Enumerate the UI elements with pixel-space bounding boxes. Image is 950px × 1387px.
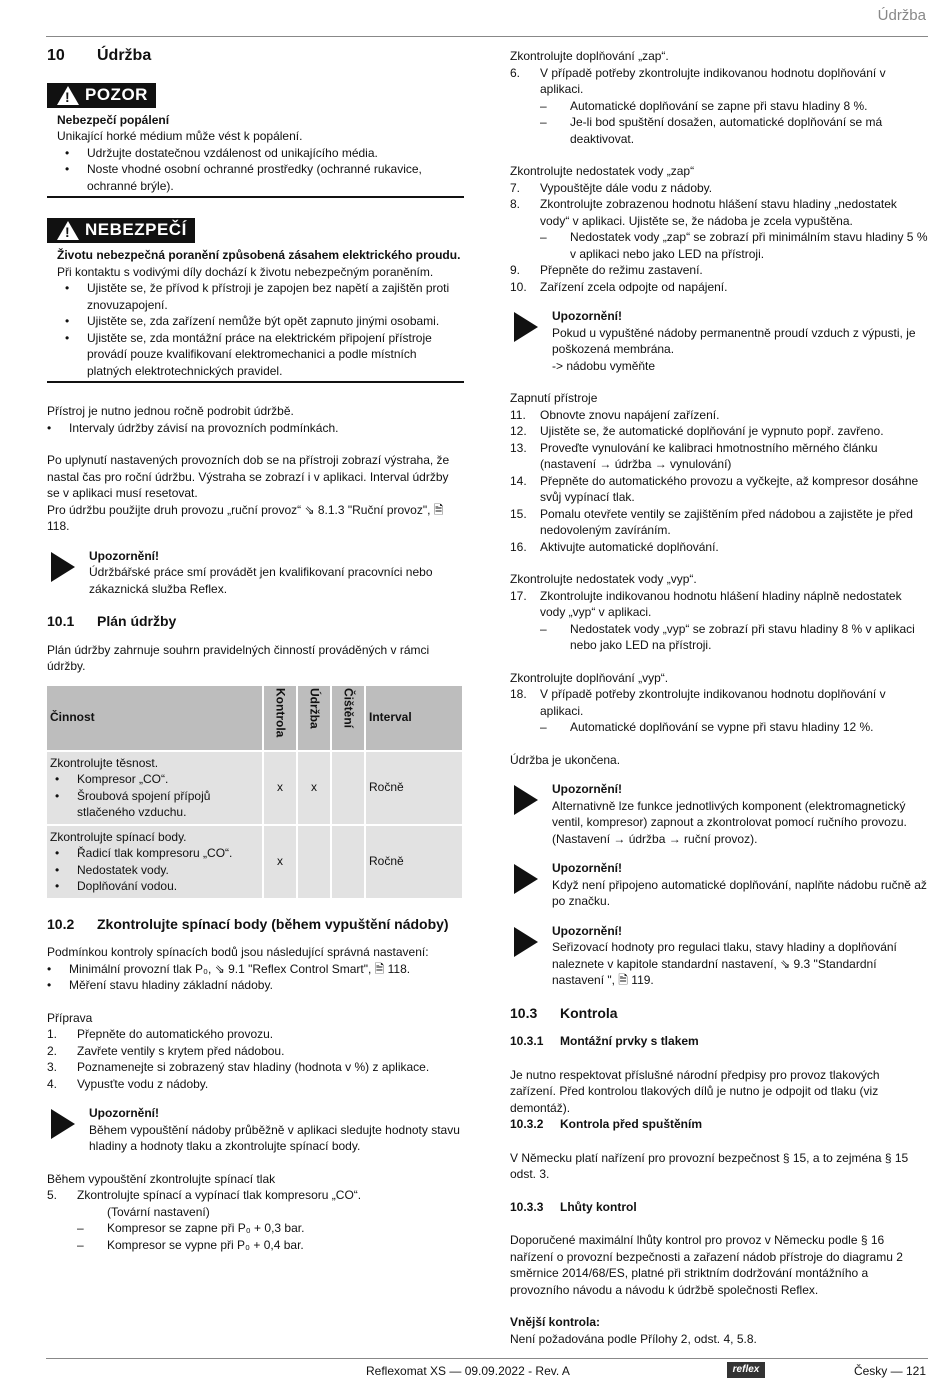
- list-item: • Ujistěte se, zda zařízení nemůže být opět zapnuto jinými osobami.: [57, 313, 464, 330]
- table-cell: x: [264, 826, 296, 898]
- note-title: Upozornění!: [89, 548, 159, 563]
- numbered-list: [510, 588, 928, 621]
- sub-note: (Tovární nastavení): [107, 1204, 210, 1219]
- list-item: • Udržujte dostatečnou vzdálenost od unikajícího média.: [57, 145, 464, 162]
- list-item: • Měření stavu hladiny základní nádoby.: [39, 977, 464, 994]
- list-item: 7. Vypouštějte dále vodu z nádoby.: [510, 180, 713, 195]
- numbered-list: [510, 65, 928, 98]
- list-item: 6. V případě potřeby zkontrolujte indikovanou hodnotu doplňování v aplikaci.: [510, 65, 886, 96]
- warning-text: Při kontaktu s vodivými díly dochází k životu nebezpečným poraněním.: [57, 264, 434, 279]
- table-cell: Zkontrolujte spínací body. • Řadicí tlak kompresoru „CO“. • Nedostatek vody. • Doplňování vodou.: [47, 826, 262, 898]
- paragraph: Přístroj je nutno jednou ročně podrobit údržbě.: [47, 404, 294, 418]
- list-item: 1. Přepněte do automatického provozu.: [47, 1027, 274, 1041]
- paragraph: Údržba je ukončena.: [510, 752, 621, 767]
- note-box: [510, 923, 928, 989]
- numbered-list: [510, 686, 928, 719]
- paragraph: Podmínkou kontroly spínacích bodů jsou následující správná nastavení:: [47, 945, 429, 959]
- section-heading-10-3-2: 10.3.2 Kontrola před spuštěním: [510, 1117, 703, 1131]
- list-item: 16. Aktivujte automatické doplňování.: [510, 539, 719, 554]
- warning-title: Nebezpečí popálení: [57, 112, 170, 127]
- list-item: • Ujistěte se, že přívod k přístroji je zapojen bez napětí a zajištěn proti znovuzapojení.: [57, 280, 464, 313]
- note-box: [47, 548, 464, 598]
- column-header: Čištění: [332, 686, 364, 750]
- list-item[interactable]: • Minimální provozní tlak P₀, ⇘ 9.1 "Reflex Control Smart", 🗎 118.: [39, 961, 464, 978]
- numbered-list: [510, 407, 928, 556]
- header-rule: [46, 36, 928, 37]
- dash-list: [510, 621, 928, 654]
- subheading: Zkontrolujte nedostatek vody „zap“: [510, 164, 695, 178]
- table-cell: [298, 826, 330, 898]
- numbered-list: [510, 180, 928, 230]
- subheading: Zkontrolujte nedostatek vody „vyp“.: [510, 572, 697, 586]
- note-title: Upozornění!: [552, 861, 622, 875]
- warning-list: [57, 145, 464, 195]
- footer-doc-info: Reflexomat XS — 09.09.2022 - Rev. A: [366, 1364, 570, 1378]
- column-header: Údržba: [298, 686, 330, 750]
- left-column: [47, 48, 464, 1253]
- danger-badge: ! NEBEZPEČÍ: [47, 218, 195, 243]
- list-item: 15. Pomalu otevřete ventily se zajištěním před nádobou a zajistěte je před nedovoleným zavíráním.: [510, 506, 913, 537]
- list-item: • Doplňování vodou.: [47, 878, 259, 895]
- note-box: [47, 1105, 464, 1155]
- list-item: • Šroubová spojení přípojů stlačeného vzduchu.: [47, 788, 259, 821]
- caution-badge: ! POZOR: [47, 83, 156, 108]
- bullet-list: [39, 961, 464, 994]
- list-item: 14. Přepněte do automatického provozu a vyčkejte, až kompresor dosáhne svůj vypínací tlak.: [510, 473, 919, 504]
- footer-rule: [46, 1358, 928, 1359]
- list-item: 13. Proveďte vynulování ke kalibraci hmotnostního měrného článku (nastavení → údržba → vynulování): [510, 440, 878, 471]
- warning-triangle-icon: !: [57, 86, 79, 105]
- table-cell: x: [264, 752, 296, 824]
- list-item: 3. Poznamenejte si zobrazený stav hladiny (hodnota v %) z aplikace.: [47, 1060, 430, 1074]
- section-heading-10-2: 10.2 Zkontrolujte spínací body (během vypuštění nádoby): [47, 915, 449, 932]
- list-item: 2. Zavřete ventily s krytem před nádobou.: [47, 1043, 285, 1058]
- column-header: Kontrola: [264, 686, 296, 750]
- right-column: [510, 48, 928, 1347]
- column-header: Činnost: [47, 686, 262, 750]
- paragraph: V Německu platí nařízení pro provozní bezpečnost § 15, a to zejména § 15 odst. 3.: [510, 1150, 909, 1181]
- note-arrow-icon: [51, 552, 75, 582]
- dash-list: [510, 229, 928, 262]
- warning-box-caution: [47, 83, 464, 199]
- subheading: Příprava: [47, 1010, 93, 1025]
- warning-triangle-icon: !: [57, 221, 79, 240]
- section-heading-10: 10 Údržba: [47, 47, 152, 64]
- list-item: 9. Přepněte do režimu zastavení.: [510, 263, 703, 277]
- list-item: • Ujistěte se, zda montážní práce na elektrickém připojení přístroje provádí pouze kvalifikovaní elektromechanici a podle místních platných elektrotechnických pravidel.: [57, 330, 464, 380]
- paragraph: Doporučené maximální lhůty kontrol pro provoz v Německu podle § 16 nařízení o provozní bezpečnosti a zařazení nádob přístroje do diagramu 2 směrnice 2014/68/ES, platné při striktním dodržování montážního a provozního návodu a návodu k údržbě společnosti Reflex.: [510, 1233, 903, 1297]
- section-heading-10-1: 10.1 Plán údržby: [47, 613, 177, 629]
- list-item: – Nedostatek vody „vyp“ se zobrazí při stavu hladiny 8 % v aplikaci nebo jako LED na přístroji.: [540, 621, 915, 652]
- table-cell: [332, 826, 364, 898]
- paragraph: Po uplynutí nastavených provozních dob se na přístroji zobrazí výstraha, že nastal čas pro roční údržbu. Výstraha se zobrazí i v aplikaci. Interval údržby se v aplikaci musí resetovat.: [47, 453, 450, 500]
- numbered-list: [510, 262, 928, 295]
- list-item: – Kompresor se zapne při P₀ + 0,3 bar.: [77, 1221, 305, 1235]
- list-item: 4. Vypusťte vodu z nádoby.: [47, 1076, 209, 1091]
- table-cell: [332, 752, 364, 824]
- note-arrow-icon: [51, 1109, 75, 1139]
- dash-list: [47, 1220, 464, 1253]
- dash-list: [510, 98, 928, 148]
- maintenance-plan-table: [45, 684, 464, 900]
- note-arrow-icon: [514, 312, 538, 342]
- note-title: Upozornění!: [552, 782, 622, 796]
- table-row: [47, 826, 462, 898]
- list-item: – Je-li bod spuštění dosažen, automatické doplňování se má deaktivovat.: [540, 115, 883, 146]
- subheading: Zkontrolujte doplňování „zap“.: [510, 49, 669, 63]
- section-heading-10-3-3: 10.3.3 Lhůty kontrol: [510, 1199, 637, 1214]
- list-item: • Noste vhodné osobní ochranné prostředky (ochranné rukavice, ochranné brýle).: [57, 161, 464, 194]
- paragraph: Není požadována podle Přílohy 2, odst. 4, 5.8.: [510, 1331, 757, 1346]
- list-item: 10. Zařízení zcela odpojte od napájení.: [510, 279, 728, 294]
- list-item: • Kompresor „CO“.: [47, 771, 259, 788]
- note-box: [510, 860, 928, 910]
- subheading: Zkontrolujte doplňování „vyp“.: [510, 670, 669, 685]
- table-cell: Ročně: [366, 752, 462, 824]
- subheading: Během vypouštění zkontrolujte spínací tlak: [47, 1171, 276, 1186]
- warning-list: [57, 280, 464, 379]
- list-item: 17. Zkontrolujte indikovanou hodnotu hlášení hladiny náplně nedostatek vody „vyp“ v aplikaci.: [510, 588, 902, 619]
- bullet-list: [39, 420, 464, 437]
- table-cell: Zkontrolujte těsnost. • Kompresor „CO“. • Šroubová spojení přípojů stlačeného vzduchu.: [47, 752, 262, 824]
- note-box: [510, 781, 928, 847]
- list-item: • Intervaly údržby závisí na provozních podmínkách.: [39, 420, 464, 437]
- warning-title: Životu nebezpečná poranění způsobená zásahem elektrického proudu.: [57, 248, 461, 262]
- warning-box-danger: [47, 218, 464, 383]
- table-cell: x: [298, 752, 330, 824]
- note-title: Upozornění!: [552, 923, 622, 938]
- dash-list: [510, 719, 928, 736]
- running-header: Údržba: [877, 7, 926, 24]
- subheading: Vnější kontrola:: [510, 1315, 601, 1329]
- section-heading-10-3: 10.3 Kontrola: [510, 1004, 618, 1021]
- note-title: Upozornění!: [89, 1106, 159, 1120]
- list-item: – Nedostatek vody „zap“ se zobrazí při minimálním stavu hladiny 5 % v aplikaci nebo jako LED na přístroji.: [540, 230, 928, 261]
- table-header-row: [47, 686, 462, 750]
- list-item: – Automatické doplňování se zapne při stavu hladiny 8 %.: [540, 98, 868, 113]
- paragraph: Plán údržby zahrnuje souhrn pravidelných činností prováděných v rámci údržby.: [47, 642, 430, 673]
- warning-text: Unikající horké médium může vést k popálení.: [57, 129, 303, 143]
- list-item: 5. Zkontrolujte spínací a vypínací tlak kompresoru „CO“.: [47, 1188, 362, 1202]
- list-item: 11. Obnovte znovu napájení zařízení.: [510, 407, 720, 422]
- list-item: 8. Zkontrolujte zobrazenou hodnotu hlášení stavu hladiny „nedostatek vody“ v aplikaci. Ujistěte se, že nádoba je zcela vypuštěna.: [510, 197, 897, 228]
- note-text: Když není připojeno automatické doplňování, naplňte nádobu ručně až po značku.: [552, 877, 927, 908]
- table-row: [47, 752, 462, 824]
- note-box: [510, 308, 928, 374]
- footer-page-number: Česky — 121: [853, 1364, 926, 1378]
- column-header: Interval: [366, 686, 462, 750]
- note-text: Během vypouštění nádoby průběžně v aplikaci sledujte hodnoty stavu hladiny a hodnoty tlaku a zkontrolujte spínací body.: [89, 1122, 460, 1153]
- list-item: • Řadicí tlak kompresoru „CO“.: [47, 845, 259, 862]
- table-cell: Ročně: [366, 826, 462, 898]
- reflex-logo: reflex: [727, 1362, 765, 1378]
- list-item: – Automatické doplňování se vypne při stavu hladiny 12 %.: [540, 720, 874, 734]
- list-item: 18. V případě potřeby zkontrolujte indikovanou hodnotu doplňování v aplikaci.: [510, 687, 886, 718]
- note-arrow-icon: [514, 785, 538, 815]
- cross-reference-paragraph[interactable]: Pro údržbu použijte druh provozu „ruční provoz“ ⇘ 8.1.3 "Ruční provoz", 🗎 118.: [47, 502, 444, 533]
- subheading: Zapnutí přístroje: [510, 391, 598, 405]
- note-text: Pokud u vypuštěné nádoby permanentně proudí vzduch z výpusti, je poškozená membrána.: [552, 325, 916, 356]
- note-arrow-icon: [514, 927, 538, 957]
- numbered-list: [47, 1026, 464, 1092]
- note-text: Alternativně lze funkce jednotlivých komponent (elektromagnetický ventil, kompresor) zapnout a zkontrolovat pomocí ručního provozu. (Nastavení → údržba → ruční provoz).: [552, 798, 907, 846]
- note-text[interactable]: Seřizovací hodnoty pro regulaci tlaku, stavy hladiny a doplňování naleznete v kapitole standardní nastavení, ⇘ 9.3 "Standardní nastavení ", 🗎 119.: [552, 940, 897, 987]
- note-title: Upozornění!: [552, 309, 622, 323]
- list-item: • Nedostatek vody.: [47, 862, 259, 879]
- paragraph: Je nutno respektovat příslušné národní předpisy pro provoz tlakových zařízení. Před kontrolou tlakových dílů je nutno je odpojit od tlaku (viz demontáž).: [510, 1067, 880, 1115]
- note-text: -> nádobu vyměňte: [552, 358, 656, 373]
- note-text: Údržbářské práce smí provádět jen kvalifikovaní pracovníci nebo zákaznická služba Reflex.: [89, 565, 433, 596]
- list-item: 12. Ujistěte se, že automatické doplňování je vypnuto popř. zavřeno.: [510, 424, 884, 438]
- note-arrow-icon: [514, 864, 538, 894]
- numbered-list: [47, 1187, 464, 1204]
- section-heading-10-3-1: 10.3.1 Montážní prvky s tlakem: [510, 1034, 699, 1048]
- list-item: – Kompresor se vypne při P₀ + 0,4 bar.: [77, 1237, 304, 1252]
